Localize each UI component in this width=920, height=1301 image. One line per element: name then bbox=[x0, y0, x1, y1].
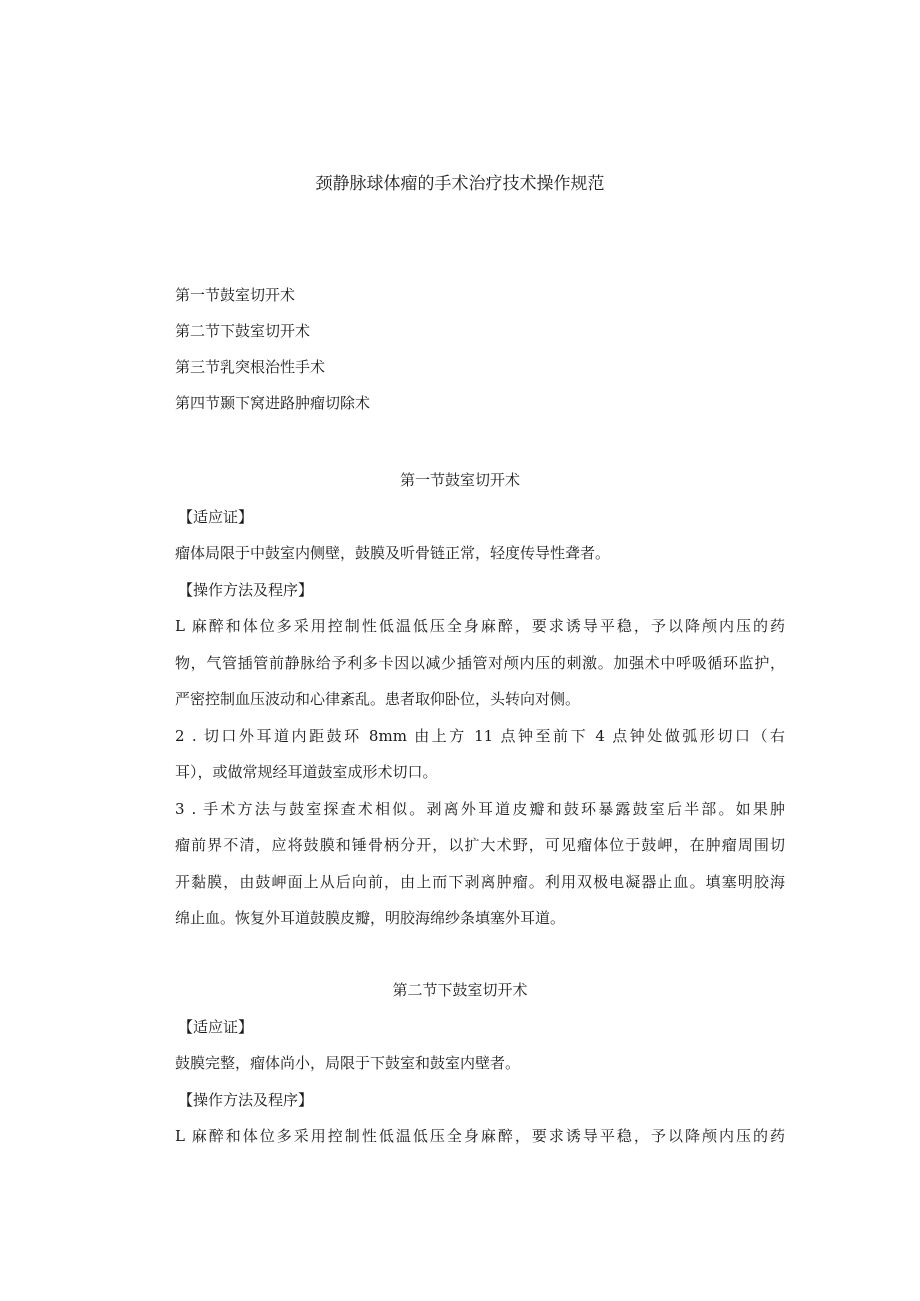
toc-item: 第二节下鼓室切开术 bbox=[175, 322, 311, 340]
section1-step1-line: 严密控制血压波动和心律紊乱。患者取仰卧位，头转向对侧。 bbox=[175, 690, 581, 708]
section1-heading: 第一节鼓室切开术 bbox=[399, 471, 520, 489]
section1-procedure-label: 【操作方法及程序】 bbox=[178, 581, 314, 599]
section2-indication-text: 鼓膜完整，瘤体尚小，局限于下鼓室和鼓室内壁者。 bbox=[175, 1054, 521, 1072]
section1-step1-line: 物，气管插管前静脉给予利多卡因以减少插管对颅内压的刺激。加强术中呼吸循环监护， bbox=[175, 654, 785, 672]
section2-indication-label: 【适应证】 bbox=[178, 1018, 254, 1036]
section1-step3-line: 3 . 手术方法与鼓室探查术相似。剥离外耳道皮瓣和鼓环暴露鼓室后半部。如果肿 bbox=[175, 800, 785, 818]
toc-item: 第四节颞下窝进路肿瘤切除术 bbox=[175, 394, 371, 412]
section1-step2-line: 2 . 切口外耳道内距鼓环 8mm 由上方 11 点钟至前下 4 点钟处做弧形切口（右 bbox=[175, 727, 785, 745]
section1-step1-line: L 麻醉和体位多采用控制性低温低压全身麻醉，要求诱导平稳，予以降颅内压的药 bbox=[175, 617, 785, 635]
section1-step3-line: 瘤前界不清，应将鼓膜和锤骨柄分开，以扩大术野，可见瘤体位于鼓岬，在肿瘤周围切 bbox=[175, 836, 785, 854]
section1-indication-label: 【适应证】 bbox=[178, 508, 254, 526]
section1-step2-line: 耳），或做常规经耳道鼓室成形术切口。 bbox=[175, 763, 438, 781]
toc-item: 第三节乳突根治性手术 bbox=[175, 358, 326, 376]
section1-step3-line: 绵止血。恢复外耳道鼓膜皮瓣，明胶海绵纱条填塞外耳道。 bbox=[175, 909, 566, 927]
section1-indication-text: 瘤体局限于中鼓室内侧壁，鼓膜及听骨链正常，轻度传导性聋者。 bbox=[175, 544, 611, 562]
document-title: 颈静脉球体瘤的手术治疗技术操作规范 bbox=[315, 174, 605, 194]
section1-step3-line: 开黏膜，由鼓岬面上从后向前，由上而下剥离肿瘤。利用双极电凝器止血。填塞明胶海 bbox=[175, 873, 785, 891]
toc-item: 第一节鼓室切开术 bbox=[175, 286, 296, 304]
section2-step1-line: L 麻醉和体位多采用控制性低温低压全身麻醉，要求诱导平稳，予以降颅内压的药 bbox=[175, 1127, 785, 1145]
section2-procedure-label: 【操作方法及程序】 bbox=[178, 1091, 314, 1109]
table-of-contents bbox=[175, 277, 370, 421]
section2-heading: 第二节下鼓室切开术 bbox=[392, 981, 528, 999]
